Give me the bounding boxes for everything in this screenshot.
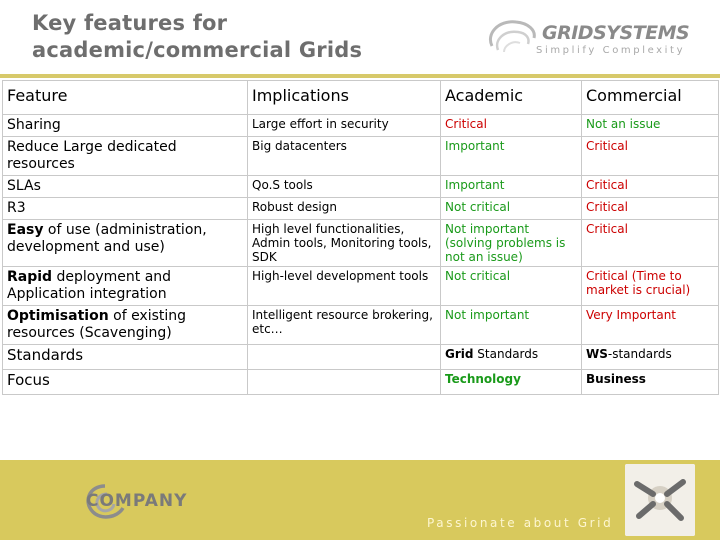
academic-cell <box>441 370 582 395</box>
commercial-text: Critical (Time to market is crucial) <box>586 269 691 297</box>
commercial-cell <box>582 198 719 220</box>
feature-cell <box>3 198 248 220</box>
table-row <box>3 306 719 345</box>
features-table <box>2 80 719 395</box>
commercial-cell <box>582 137 719 176</box>
table-header-row <box>3 81 719 115</box>
table-row <box>3 345 719 370</box>
academic-text: Standards <box>473 347 539 361</box>
table-row <box>3 115 719 137</box>
feature-text: Sharing <box>7 117 61 133</box>
academic-text: Not important <box>445 308 530 322</box>
commercial-text: Critical <box>586 222 628 236</box>
footer-tagline: Passionate about Grid <box>427 516 614 530</box>
feature-cell <box>3 137 248 176</box>
commercial-text: Critical <box>586 178 628 192</box>
implication-text: Big datacenters <box>252 139 347 153</box>
academic-text: Technology <box>445 372 521 386</box>
feature-text: of existing resources (Scavenging) <box>7 308 187 341</box>
feature-cell <box>3 370 248 395</box>
feature-emphasis: Easy <box>7 222 44 238</box>
academic-emphasis: Grid <box>445 347 474 361</box>
company-name: COMPANY <box>86 491 188 511</box>
academic-cell <box>441 267 582 306</box>
implication-text: High level functionalities, Admin tools, Monitoring tools, SDK <box>252 222 432 264</box>
implication-cell <box>248 115 441 137</box>
academic-text: Important <box>445 139 505 153</box>
logo-wordmark: GRIDSYSTEMS <box>542 22 690 44</box>
implication-cell <box>248 345 441 370</box>
commercial-text: Business <box>586 372 646 386</box>
commercial-cell <box>582 306 719 345</box>
feature-text: R3 <box>7 200 26 216</box>
header-academic: Academic <box>441 81 582 115</box>
commercial-text: Not an issue <box>586 117 661 131</box>
academic-text: Not important (solving problems is not an issue) <box>445 222 566 264</box>
commercial-text: Critical <box>586 200 628 214</box>
academic-text: Critical <box>445 117 487 131</box>
academic-text: Not critical <box>445 200 511 214</box>
implication-text: Large effort in security <box>252 117 389 131</box>
commercial-text: Critical <box>586 139 628 153</box>
table-row <box>3 370 719 395</box>
academic-cell <box>441 115 582 137</box>
commercial-emphasis: WS <box>586 347 608 361</box>
feature-cell <box>3 115 248 137</box>
commercial-cell <box>582 115 719 137</box>
title-divider <box>0 74 720 78</box>
title-line-2: academic/commercial Grids <box>32 38 363 62</box>
feature-emphasis: Optimisation <box>7 308 109 324</box>
table-row <box>3 267 719 306</box>
academic-cell <box>441 198 582 220</box>
implication-text: High-level development tools <box>252 269 429 283</box>
academic-cell <box>441 306 582 345</box>
slide-title <box>32 10 362 64</box>
feature-text: Reduce Large dedicated resources <box>7 139 177 172</box>
table-row <box>3 137 719 176</box>
implication-cell <box>248 198 441 220</box>
feature-text: Standards <box>7 346 84 364</box>
academic-cell <box>441 220 582 267</box>
implication-cell <box>248 176 441 198</box>
feature-emphasis: Rapid <box>7 269 53 285</box>
gridsystems-logo <box>484 16 704 60</box>
feature-text: SLAs <box>7 178 41 194</box>
table-row <box>3 220 719 267</box>
feature-cell <box>3 345 248 370</box>
feature-cell <box>3 267 248 306</box>
commercial-cell <box>582 220 719 267</box>
commercial-cell <box>582 176 719 198</box>
handshake-photo <box>625 464 695 536</box>
table-row <box>3 198 719 220</box>
implication-text: Intelligent resource brokering, etc… <box>252 308 433 336</box>
implication-text: Robust design <box>252 200 337 214</box>
academic-cell <box>441 176 582 198</box>
feature-cell <box>3 220 248 267</box>
commercial-cell <box>582 345 719 370</box>
commercial-text: Very Important <box>586 308 676 322</box>
header-implications: Implications <box>248 81 441 115</box>
implication-cell <box>248 220 441 267</box>
swirl-logo-icon <box>484 16 540 60</box>
table-row <box>3 176 719 198</box>
academic-text: Important <box>445 178 505 192</box>
academic-cell <box>441 345 582 370</box>
implication-text: Qo.S tools <box>252 178 313 192</box>
academic-cell <box>441 137 582 176</box>
header-feature: Feature <box>3 81 248 115</box>
feature-cell <box>3 176 248 198</box>
feature-text: of use (administration, development and use) <box>7 222 207 255</box>
feature-text: deployment and Application integration <box>7 269 172 302</box>
implication-cell <box>248 267 441 306</box>
logo-tagline: Simplify Complexity <box>536 45 686 56</box>
implication-cell <box>248 370 441 395</box>
commercial-cell <box>582 267 719 306</box>
commercial-cell <box>582 370 719 395</box>
commercial-text: -standards <box>607 347 672 361</box>
title-line-1: Key features for <box>32 11 228 35</box>
implication-cell <box>248 137 441 176</box>
feature-cell <box>3 306 248 345</box>
header-commercial: Commercial <box>582 81 719 115</box>
academic-text: Not critical <box>445 269 511 283</box>
feature-text: Focus <box>7 371 50 389</box>
implication-cell <box>248 306 441 345</box>
